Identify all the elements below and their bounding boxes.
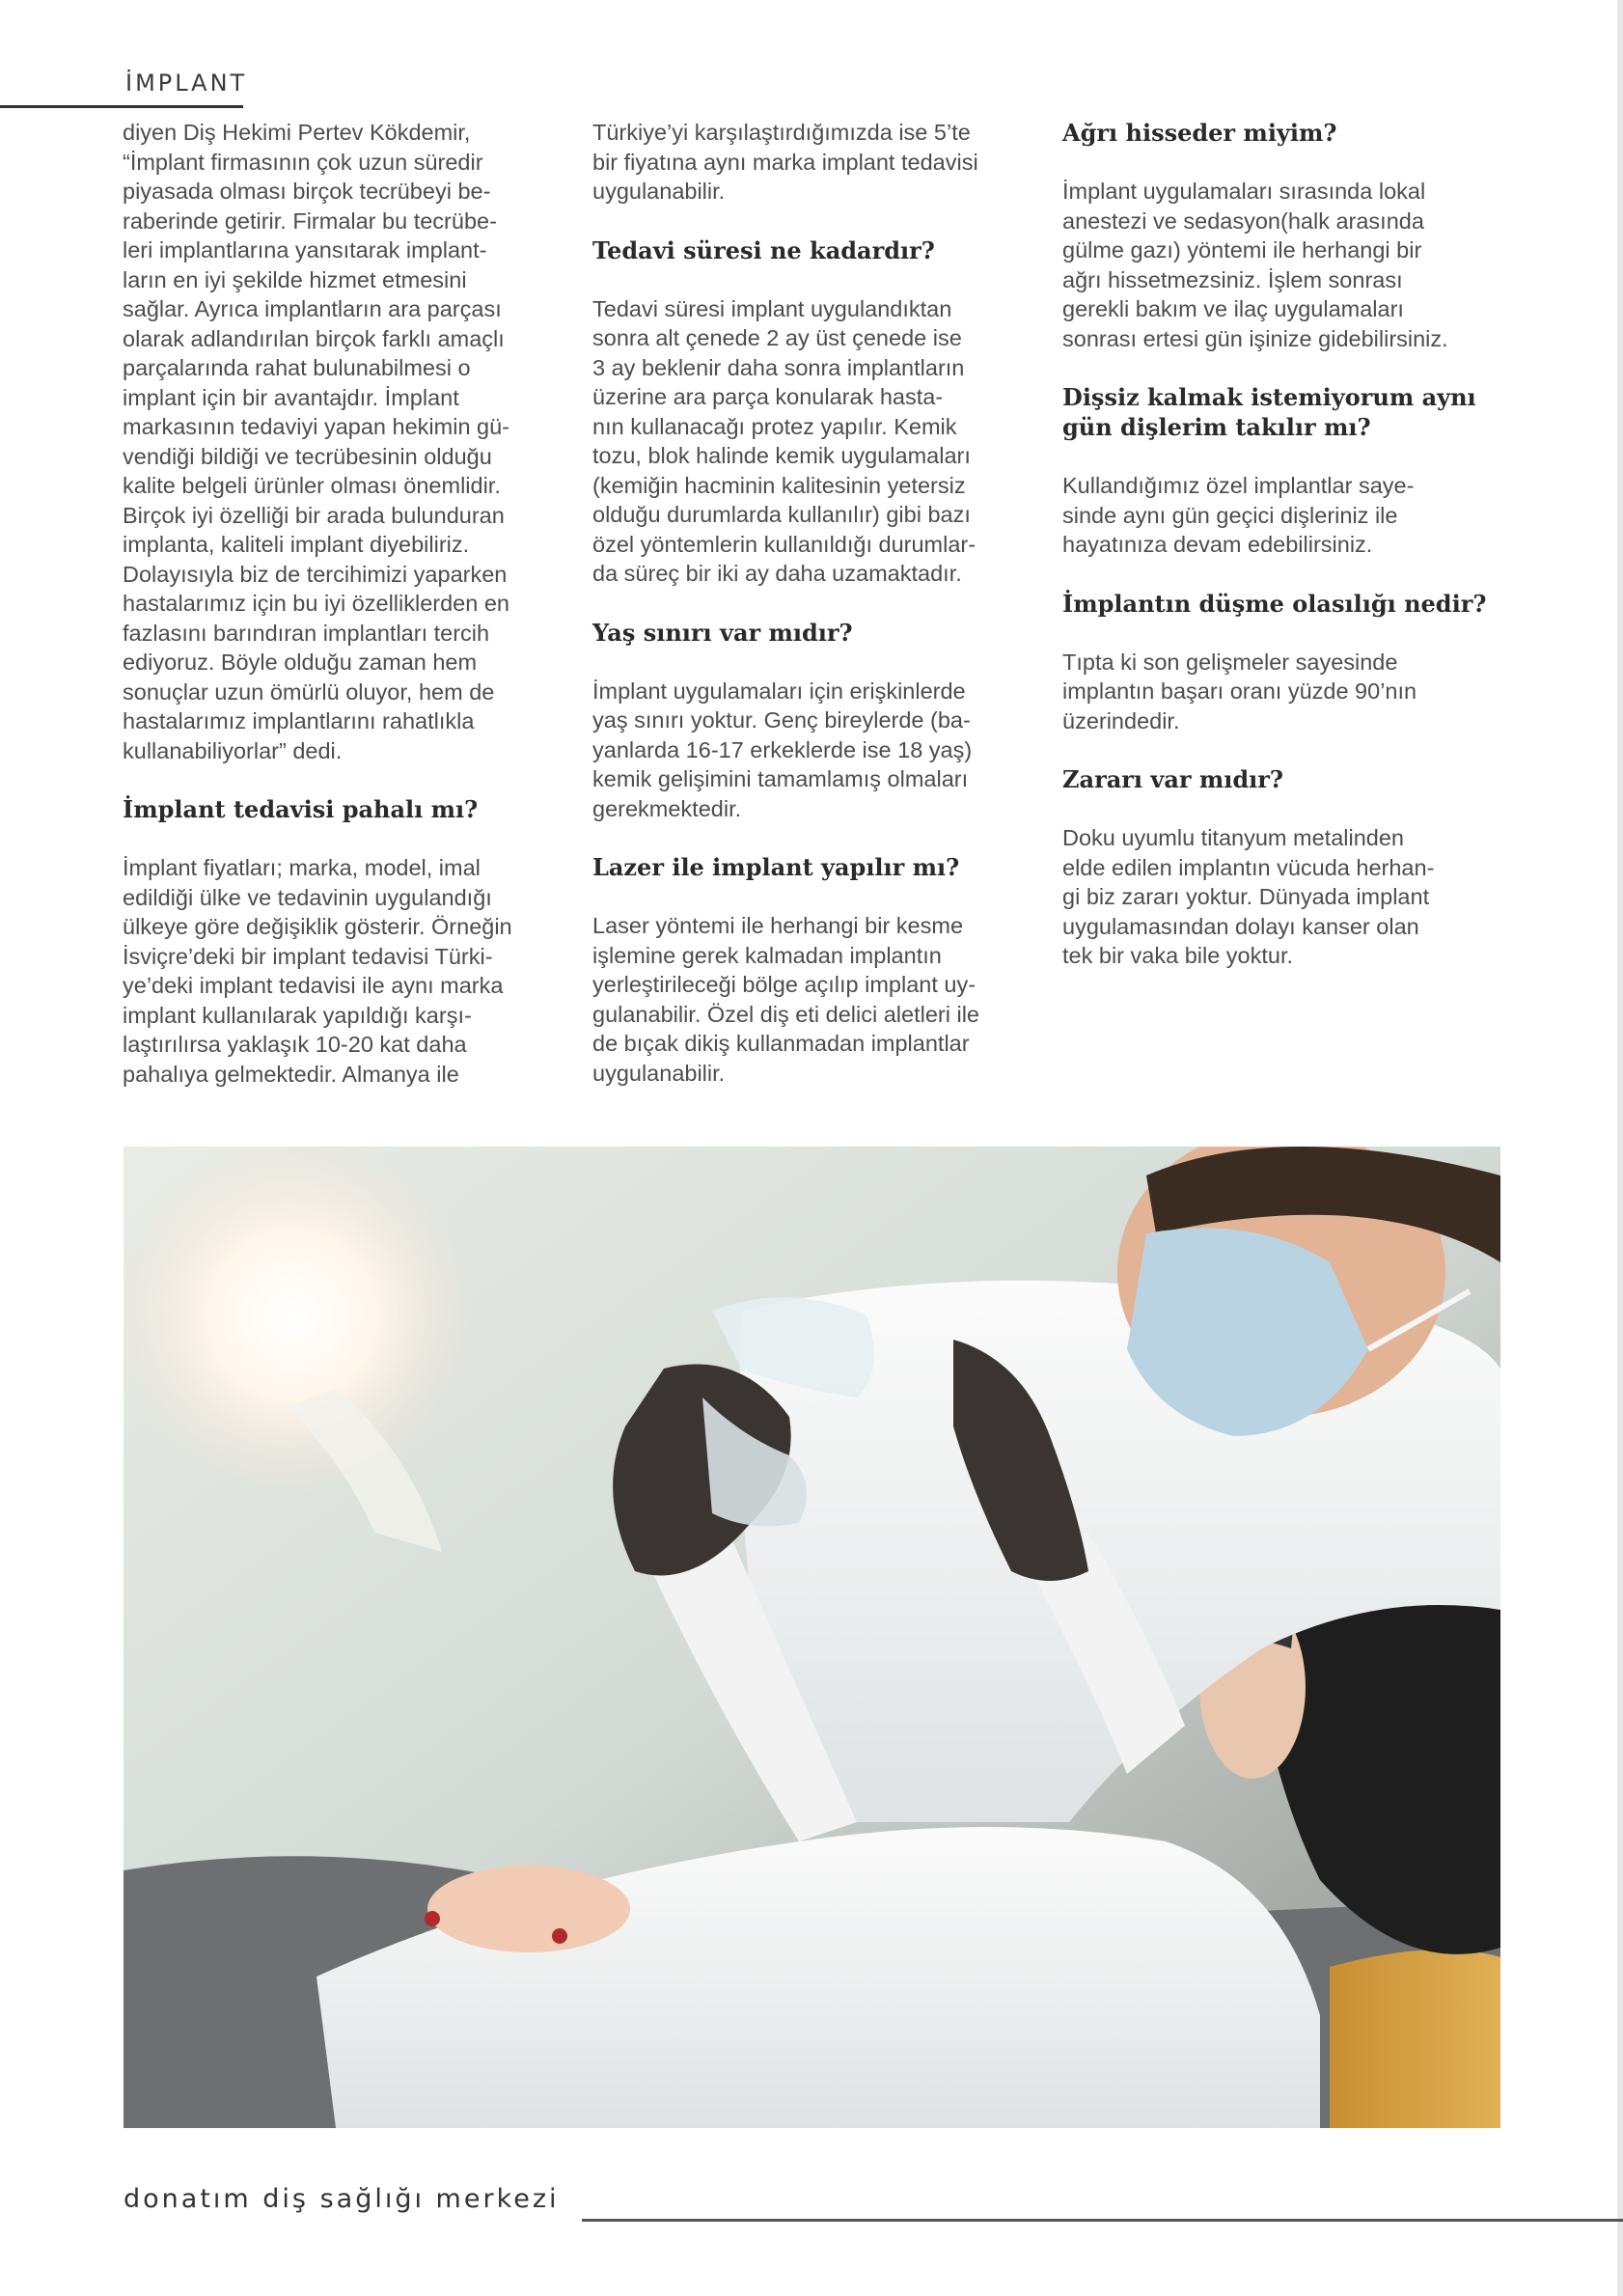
page-edge [1617, 0, 1623, 2296]
paragraph-continuation: Türkiye’yi karşılaştırdığımızda ise 5’te bir fiyatına aynı marka implant tedavisi uygulanabilir. [592, 120, 978, 204]
heading-age-limit: Yaş sınırı var mıdır? [592, 618, 853, 647]
footer-brand-label: donatım diş sağlığı merkezi [124, 2184, 560, 2214]
paragraph-duration: Tedavi süresi implant uygulandıktan sonra alt çenede 2 ay üst çenede ise 3 ay beklenir daha sonra implantların üzerine ara parça konularak hasta- nın kullanacağı protez yapılır. Kemik tozu, blok halinde kemik uygulamaları (kemiğin hacminin kalitesinin yetersiz olduğu durumlarda kullanılır) gibi bazı özel yöntemlerin kullanıldığı durumlar- da süreç bir iki ay daha uzamaktadır. [592, 295, 977, 586]
text-column-2 [592, 118, 1036, 1088]
photo-illustration [124, 1147, 1500, 2128]
text-column-1 [123, 118, 566, 1089]
paragraph-pain: İmplant uygulamaları sırasında lokal anestezi ve sedasyon(halk arasında gülme gazı) yöntemi ile herhangi bir ağrı hissetmezsiniz. İşlem sonrası gerekli bakım ve ilaç uygulamaları sonrası ertesi gün işinize gidebilirsiniz. [1062, 179, 1448, 351]
dentist-patient-photo [124, 1147, 1500, 2128]
heading-price: İmplant tedavisi pahalı mı? [123, 795, 479, 823]
header-rule [0, 105, 243, 108]
text-column-3 [1062, 118, 1516, 971]
paragraph-failure-rate: Tıpta ki son gelişmeler sayesinde implantın başarı oranı yüzde 90’nın üzerindedir. [1062, 649, 1417, 733]
paragraph-age-limit: İmplant uygulamaları için erişkinlerde yaş sınırı yoktur. Genç bireylerde (ba- yanlarda 16-17 erkeklerde ise 18 yaş) kemik gelişimini tamamlamış olmaları gerekmektedir. [592, 678, 973, 821]
heading-duration: Tedavi süresi ne kadardır? [592, 235, 935, 264]
heading-laser: Lazer ile implant yapılır mı? [592, 853, 960, 881]
heading-harm: Zararı var mıdır? [1062, 765, 1283, 793]
heading-failure-rate: İmplantın düşme olasılığı nedir? [1062, 589, 1487, 618]
heading-same-day: Dişsiz kalmak istemiyorum aynı gün dişlerim takılır mı? [1062, 383, 1476, 441]
paragraph-quote: diyen Diş Hekimi Pertev Kökdemir, “İmplant firmasının çok uzun süredir piyasada olması birçok tecrübeyi be- raberinde getirir. Firmalar bu tecrübe- leri implantlarına yansıtarak implant- ların en iyi şekilde hizmet etmesini sağlar. Ayrıca implantların ara parçası olarak adlandırılan birçok farklı amaçlı parçalarında rahat bulunabilmesi o implant için bir avantajdır. İmplant markasının tedaviyi yapan hekimin gü- vendiği bildiği ve tecrübesinin olduğu kalite belgeli ürünler olması önemlidir. Birçok iyi özelliği bir arada bulunduran implanta, kaliteli implant diyebiliriz. Dolayısıyla biz de tercihimizi yaparken hastalarımız için bu iyi özelliklerden en fazlasını barındıran implantları tercih ediyoruz. Böyle olduğu zaman hem sonuçlar uzun ömürlü oluyor, hem de hastalarımız implantlarını rahatlıkla kullanabiliyorlar” dedi. [123, 120, 510, 763]
heading-pain: Ağrı hisseder miyim? [1062, 119, 1337, 147]
paragraph-laser: Laser yöntemi ile herhangi bir kesme işlemine gerek kalmadan implantın yerleştirileceği bölge açılıp implant uy- gulanabilir. Özel diş eti delici aletleri ile de bıçak dikiş kullanmadan implantlar uygulanabilir. [592, 913, 980, 1086]
paragraph-harm: Doku uyumlu titanyum metalinden elde edilen implantın vücuda herhan- gi biz zararı yoktur. Dünyada implant uygulamasından dolayı kanser olan tek bir vaka bile yoktur. [1062, 825, 1435, 968]
paragraph-price: İmplant fiyatları; marka, model, imal edildiği ülke ve tedavinin uygulandığı ülkeye göre değişiklik gösterir. Örneğin İsviçre’deki bir implant tedavisi Türki- ye’deki implant tedavisi ile aynı marka implant kullanılarak yapıldığı karşı- laştırılırsa yaklaşık 10-20 kat daha pahalıya gelmektedir. Almanya ile [123, 855, 512, 1087]
paragraph-same-day: Kullandığımız özel implantlar saye- sinde aynı gün geçici dişleriniz ile hayatınıza devam edebilirsiniz. [1062, 473, 1415, 557]
footer-rule [582, 2219, 1623, 2222]
section-label: İMPLANT [125, 69, 248, 97]
